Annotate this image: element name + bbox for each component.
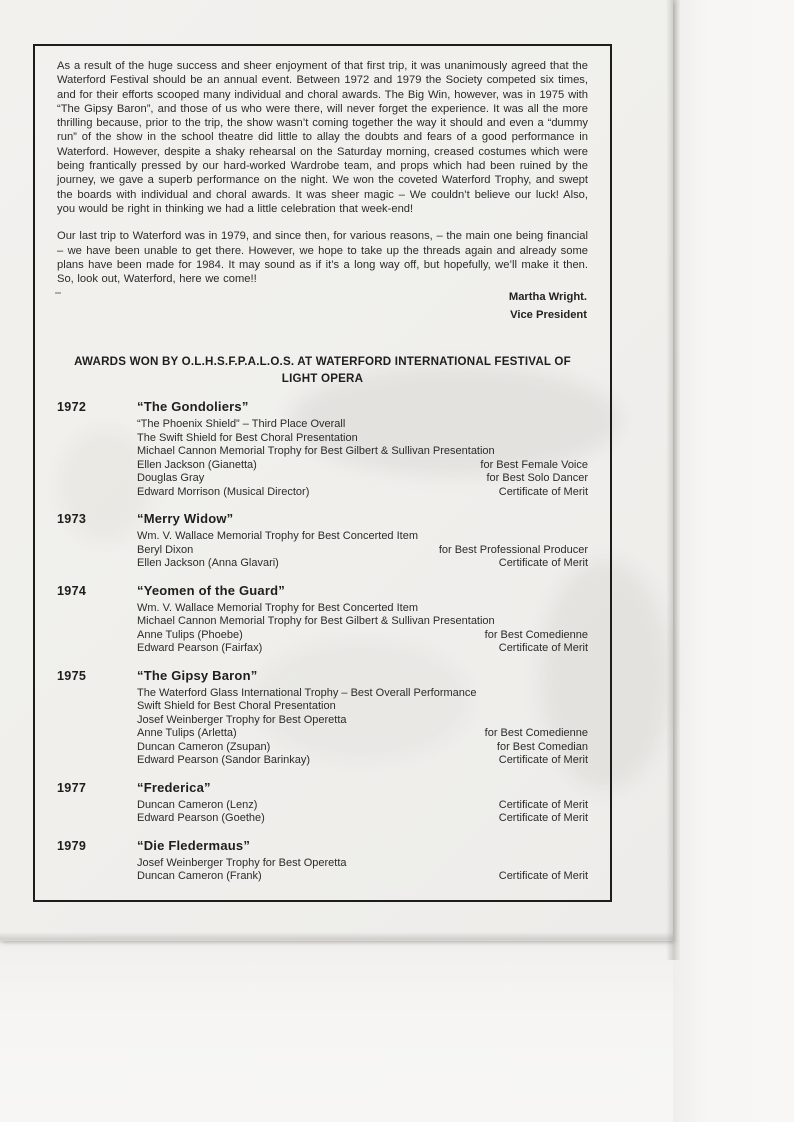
award-description: Anne Tulips (Arletta) [137, 727, 237, 740]
award-description: Edward Pearson (Goethe) [137, 812, 265, 825]
letter-paragraph-2: Our last trip to Waterford was in 1979, and since then, for various reasons, – the main one being financial – we have been unable to get there. However, we hope to take up the threads again and already some plans have been made for 1984. It may sound as if it’s a long way off, but hopefully, we’ll make it then. So, look out, Waterford, here we come!! [57, 230, 588, 286]
award-description: Ellen Jackson (Gianetta) [137, 458, 257, 471]
awards-list [57, 399, 588, 884]
award-citation: Certificate of Merit [498, 642, 588, 655]
award-year: 1973 [57, 512, 87, 527]
award-year: 1977 [57, 780, 87, 795]
awards-heading-line-1: AWARDS WON BY O.L.H.S.F.P.A.L.O.S. AT WATERFORD INTERNATIONAL FESTIVAL OF [74, 355, 571, 369]
letter-paragraph-1: As a result of the huge success and sheer enjoyment of that first trip, it was unanimously agreed that the Waterford Festival should be an annual event. Between 1972 and 1979 the Society competed six times, and for their efforts scooped many individual and choral awards. The Big Win, however, was in 1975 with “The Gipsy Baron”, and those of us who were there, will never forget the experience. It was all the more thrilling because, prior to the trip, the show wasn’t coming together the way it should and even a “dummy run” of the show in the school theatre did little to allay the doubts and fears of a good performance in Waterford. However, despite a shaky rehearsal on the Saturday morning, creased costumes which were being frantically pressed by our hard-worked Wardrobe team, and props which had been ruined by the journey, we gave a superb performance on the night. We won the coveted Waterford Trophy, and swept the boards with individual and choral awards. It was sheer magic – We couldn’t believe our luck! Also, you would be right in thinking we had a little celebration that week-end! [57, 60, 588, 215]
award-description: Edward Pearson (Fairfax) [137, 642, 263, 655]
award-entry [57, 780, 588, 826]
award-entry-lines [57, 687, 588, 768]
award-description: Edward Pearson (Sandor Barinkay) [137, 754, 311, 767]
award-line [137, 857, 588, 871]
award-line [137, 445, 588, 459]
award-year: 1975 [57, 668, 87, 683]
award-entry-header [57, 668, 588, 683]
award-description: Michael Cannon Memorial Trophy for Best Gilbert & Sullivan Presentation [137, 615, 495, 628]
award-citation: for Best Comedienne [484, 727, 588, 740]
award-line [137, 714, 588, 728]
award-line [137, 687, 588, 701]
signature-name: Martha Wright. [508, 291, 587, 304]
award-citation: Certificate of Merit [498, 798, 588, 811]
award-line [137, 754, 588, 768]
award-line [137, 418, 588, 432]
award-description: Douglas Gray [137, 472, 205, 485]
award-description: Wm. V. Wallace Memorial Trophy for Best Concerted Item [137, 601, 418, 614]
award-year: 1974 [57, 583, 87, 598]
award-entry-lines [57, 602, 588, 656]
award-description: Josef Weinberger Trophy for Best Operetta [137, 856, 347, 869]
award-entry-lines [57, 799, 588, 826]
award-line [137, 615, 588, 629]
award-line [137, 557, 588, 571]
award-description: Josef Weinberger Trophy for Best Operetta [137, 713, 347, 726]
award-line [137, 459, 588, 473]
award-line [137, 486, 588, 500]
award-entry [57, 511, 588, 571]
award-entry [57, 838, 588, 884]
award-line [137, 727, 588, 741]
award-line [137, 544, 588, 558]
award-entry [57, 583, 588, 656]
award-description: Duncan Cameron (Lenz) [137, 798, 258, 811]
award-show-title: “The Gondoliers” [137, 399, 249, 415]
award-line [137, 629, 588, 643]
award-entry-lines [57, 418, 588, 499]
award-show-title: “The Gipsy Baron” [137, 667, 258, 683]
award-description: Duncan Cameron (Frank) [137, 870, 262, 883]
award-year: 1972 [57, 400, 87, 415]
bordered-content-box [33, 44, 612, 902]
award-entry-header [57, 838, 588, 853]
award-show-title: “Die Fledermaus” [137, 837, 251, 853]
award-description: Anne Tulips (Phoebe) [137, 628, 243, 641]
award-citation: Certificate of Merit [498, 870, 588, 883]
award-citation: Certificate of Merit [498, 485, 588, 498]
award-description: Swift Shield for Best Choral Presentation [137, 700, 336, 713]
award-line [137, 432, 588, 446]
award-entry [57, 668, 588, 768]
awards-heading-line-2: LIGHT OPERA [281, 371, 364, 385]
scanner-background-right [673, 0, 794, 1122]
award-show-title: “Yeomen of the Guard” [137, 582, 285, 598]
award-entry [57, 399, 588, 499]
award-description: The Swift Shield for Best Choral Presentation [137, 431, 358, 444]
award-show-title: “Merry Widow” [137, 511, 234, 527]
award-citation: Certificate of Merit [498, 557, 588, 570]
scanner-background-bottom [0, 944, 673, 1122]
award-citation: for Best Comedian [496, 740, 588, 753]
award-description: Wm. V. Wallace Memorial Trophy for Best Concerted Item [137, 530, 418, 543]
award-line [137, 700, 588, 714]
award-description: Edward Morrison (Musical Director) [137, 485, 310, 498]
award-entry-lines [57, 857, 588, 884]
award-line [137, 642, 588, 656]
award-line [137, 530, 588, 544]
award-entry-header [57, 780, 588, 795]
award-citation: for Best Professional Producer [438, 543, 588, 556]
page-bottom-edge-shadow [0, 932, 673, 944]
award-line [137, 812, 588, 826]
awards-section-heading [57, 354, 588, 387]
award-description: The Waterford Glass International Trophy – Best Overall Performance [137, 686, 477, 699]
award-citation: for Best Comedienne [484, 628, 588, 641]
signature-title: Vice President [510, 308, 587, 321]
award-entry-header [57, 511, 588, 526]
award-citation: Certificate of Merit [498, 812, 588, 825]
award-citation: for Best Female Voice [480, 458, 588, 471]
award-description: Michael Cannon Memorial Trophy for Best Gilbert & Sullivan Presentation [137, 445, 495, 458]
award-line [137, 472, 588, 486]
award-entry-header [57, 399, 588, 414]
award-description: “The Phoenix Shield” – Third Place Overall [137, 418, 346, 431]
award-line [137, 602, 588, 616]
award-description: Ellen Jackson (Anna Glavari) [137, 557, 279, 570]
award-year: 1979 [57, 838, 87, 853]
award-description: Duncan Cameron (Zsupan) [137, 740, 271, 753]
award-entry-lines [57, 530, 588, 571]
award-citation: for Best Solo Dancer [486, 472, 588, 485]
award-line [137, 741, 588, 755]
page-right-edge-shadow [666, 0, 680, 960]
award-line [137, 799, 588, 813]
award-description: Beryl Dixon [137, 543, 194, 556]
award-entry-header [57, 583, 588, 598]
award-citation: Certificate of Merit [498, 754, 588, 767]
award-show-title: “Frederica” [137, 779, 211, 795]
award-line [137, 870, 588, 884]
